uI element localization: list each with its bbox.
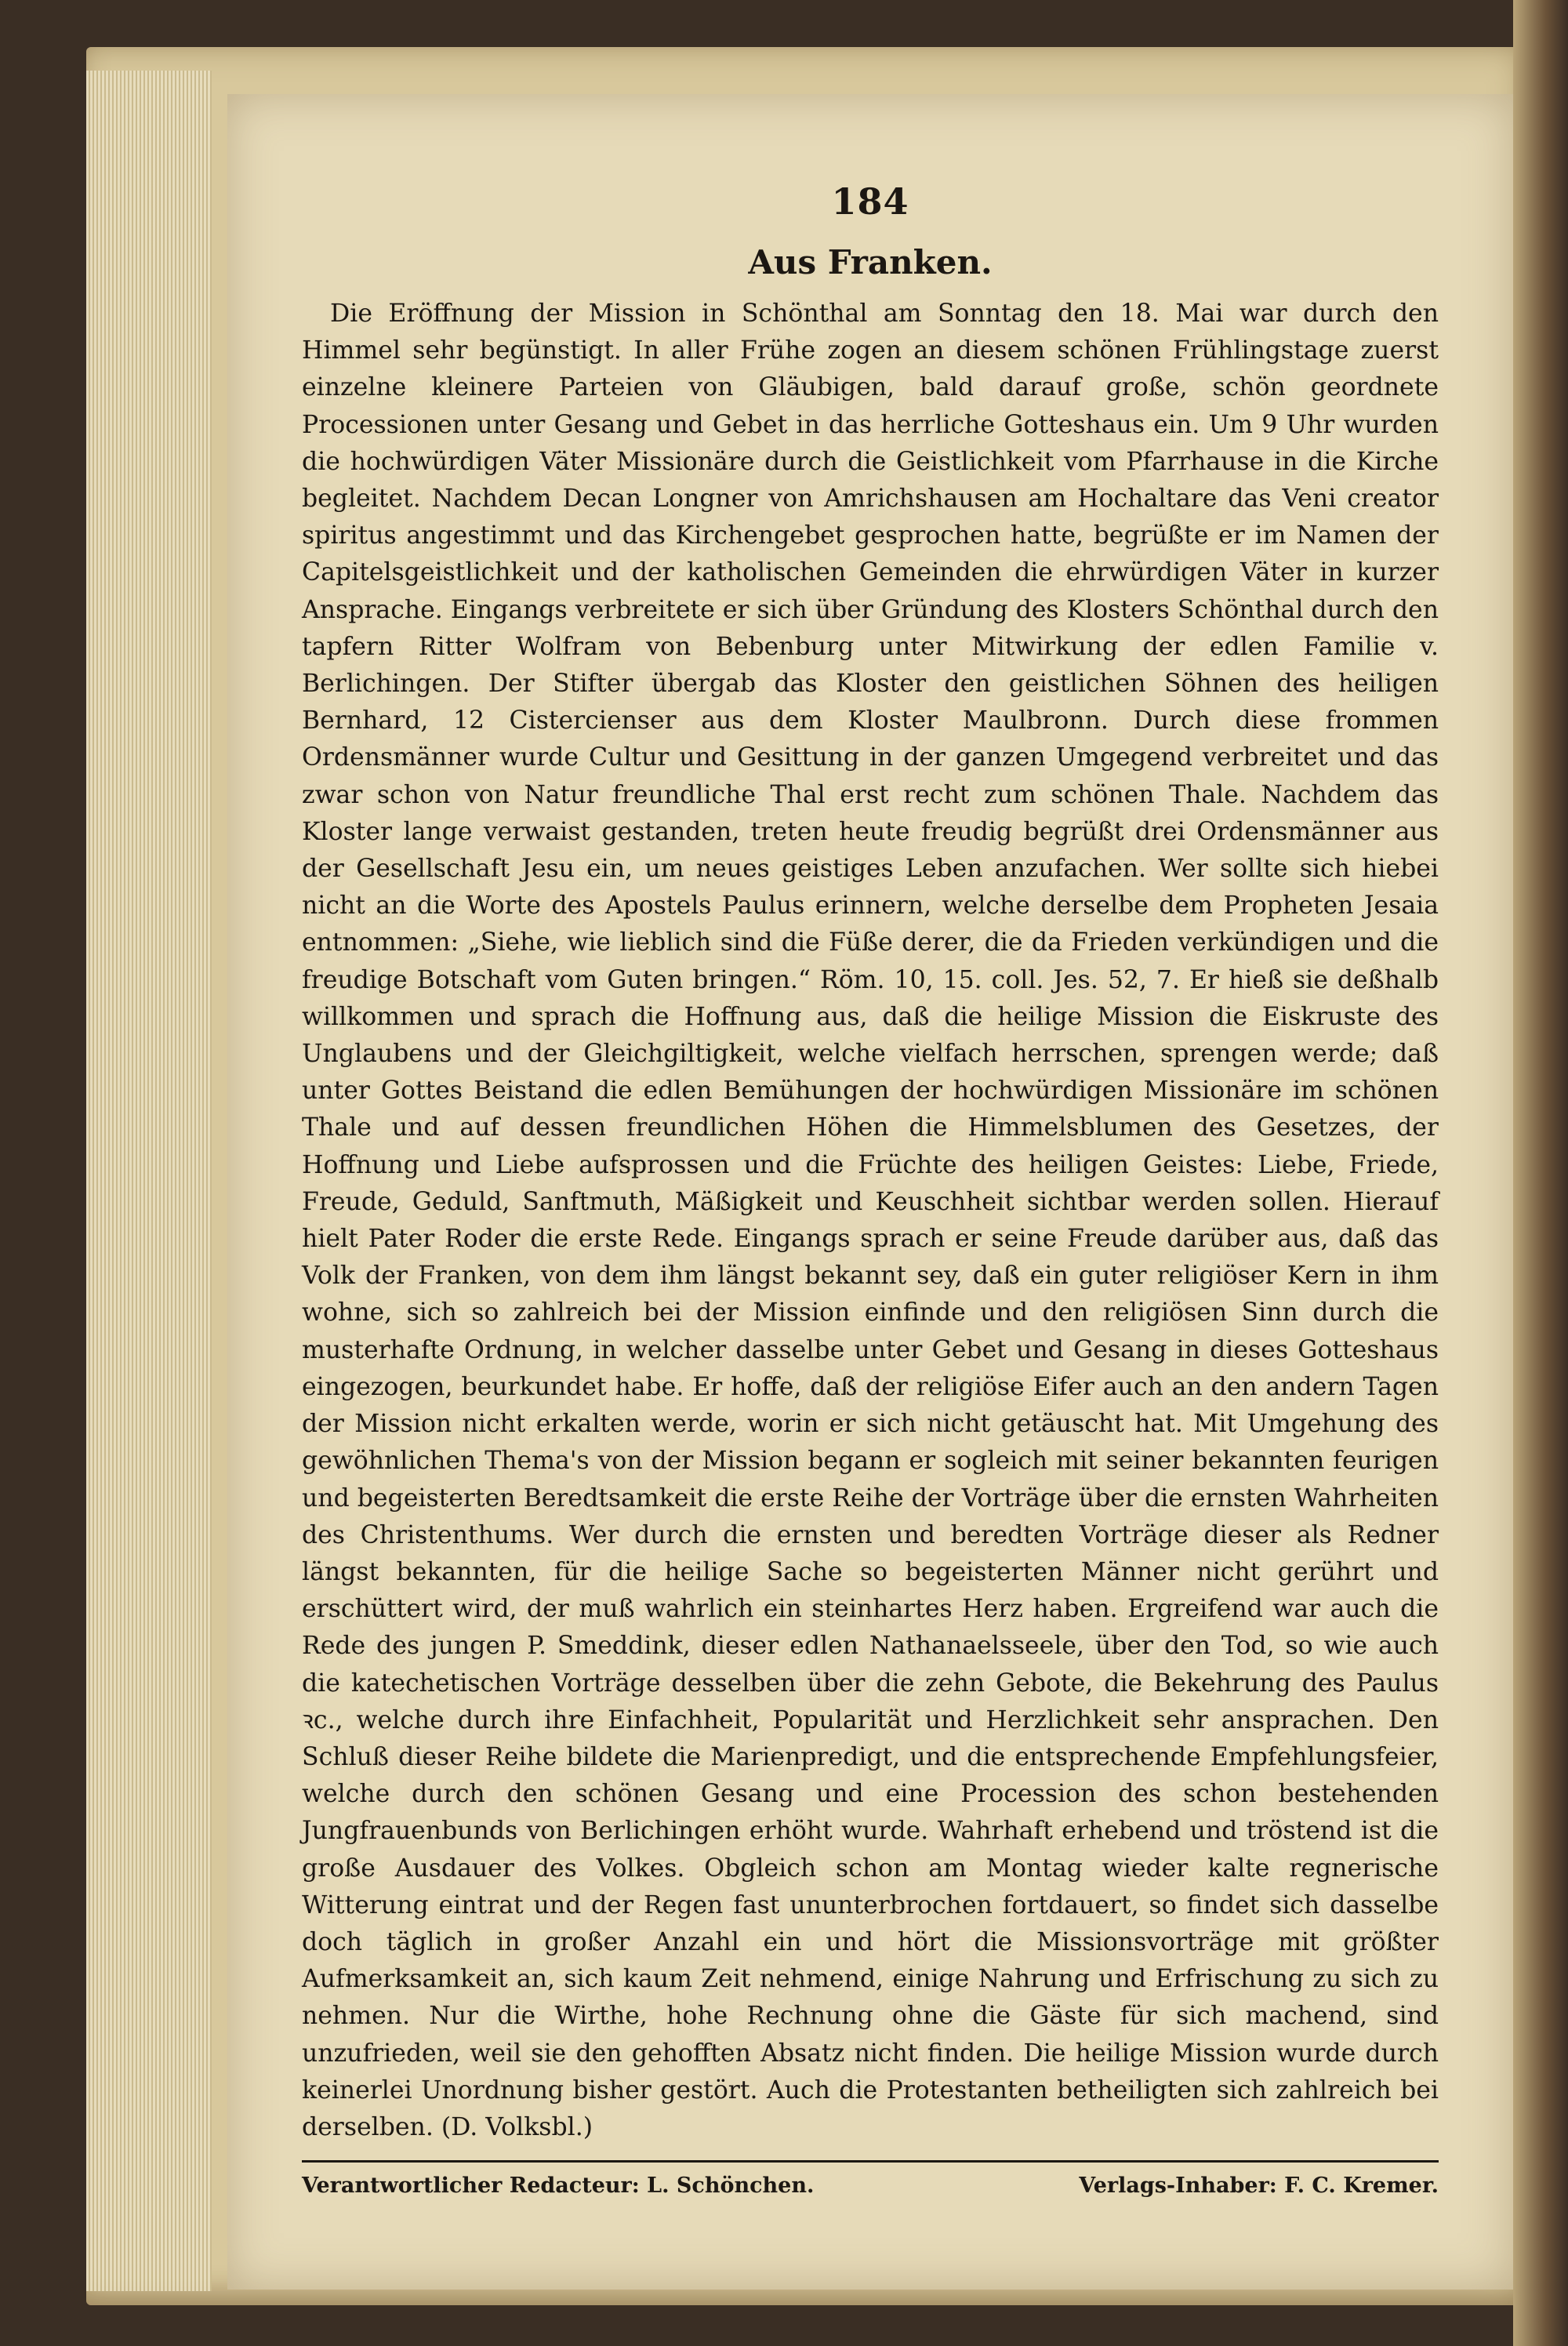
article-body: Die Eröffnung der Mission in Schönthal am Sonntag den 18. Mai war durch den Himmel sehr begünstigt. In aller Frühe zogen an diesem schönen Frühlingstage zuerst einzelne kleinere Parteien von Gläubigen, bald darauf große, schön geordnete Processionen unter Gesang und Gebet in das herrliche Gotteshaus ein. Um 9 Uhr wurden die hochwürdigen Väter Missionäre durch die Geistlichkeit vom Pfarrhause in die Kirche begleitet. Nachdem Decan Longner von Amrichshausen am Hochaltare das Veni creator spiritus angestimmt und das Kirchengebet gesprochen hatte, begrüßte er im Namen der Capitelsgeistlichkeit und der katholischen Gemeinden die ehrwürdigen Väter in kurzer Ansprache. Eingangs verbreitete er sich über Gründung des Klosters Schönthal durch den tapfern Ritter Wolfram von Bebenburg unter Mitwirkung der edlen Familie v. Berlichingen. Der Stifter übergab das Kloster den geistlichen Söhnen des heiligen Bernhard, 12 Cistercienser aus dem Kloster Maulbronn. Durch diese frommen Ordensmänner wurde Cultur und Gesittung in der ganzen Umgegend verbreitet und das zwar schon von Natur freundliche Thal erst recht zum schönen Thale. Nachdem das Kloster lange verwaist gestanden, treten heute freudig begrüßt drei Ordensmänner aus der Gesellschaft Jesu ein, um neues geistiges Leben anzufachen. Wer sollte sich hiebei nicht an die Worte des Apostels Paulus erinnern, welche derselbe dem Propheten Jesaia entnommen: „Siehe, wie lieblich sind die Füße derer, die da Frieden verkündigen und die freudige Botschaft vom Guten bringen.“ Röm. 10, 15. coll. Jes. 52, 7. Er hieß sie deßhalb willkommen und sprach die Hoffnung aus, daß die heilige Mission die Eiskruste des Unglaubens und der Gleichgiltigkeit, welche vielfach herrschen, sprengen werde; daß unter Gottes Beistand die edlen Bemühungen der hochwürdigen Missionäre im schönen Thale und auf dessen freundlichen Höhen die Himmelsblumen des Gesetzes, der Hoffnung und Liebe aufsprossen und die Früchte des heiligen Geistes: Liebe, Friede, Freude, Geduld, Sanftmuth, Mäßigkeit und Keuschheit sichtbar werden sollen. Hierauf hielt Pater Roder die erste Rede. Eingangs sprach er seine Freude darüber aus, daß das Volk der Franken, von dem ihm längst bekannt sey, daß ein guter religiöser Kern in ihm wohne, sich so zahlreich bei der Mission einfinde und den religiösen Sinn durch die musterhafte Ordnung, in welcher dasselbe unter Gebet und Gesang in dieses Gotteshaus eingezogen, beurkundet habe. Er hoffe, daß der religiöse Eifer auch an den andern Tagen der Mission nicht erkalten werde, worin er sich nicht getäuscht hat. Mit Umgehung des gewöhnlichen Thema's von der Mission begann er sogleich mit seiner bekannten feurigen und begeisterten Beredtsamkeit die erste Reihe der Vorträge über die ernsten Wahrheiten des Christenthums. Wer durch die ernsten und beredten Vorträge dieser als Redner längst bekannten, für die heilige Sache so begeisterten Männer nicht gerührt und erschüttert wird, der muß wahrlich ein steinhartes Herz haben. Ergreifend war auch die Rede des jungen P. Smeddink, dieser edlen Nathanaelsseele, über den Tod, so wie auch die katechetischen Vorträge desselben über die zehn Gebote, die Bekehrung des Paulus ꝛc., welche durch ihre Einfachheit, Popularität und Herzlichkeit sehr ansprachen. Den Schluß dieser Reihe bildete die Marienpredigt, und die entsprechende Empfehlungsfeier, welche durch den schönen Gesang und eine Procession des schon bestehenden Jungfrauenbunds von Berlichingen erhöht wurde. Wahrhaft erhebend und tröstend ist die große Ausdauer des Volkes. Obgleich schon am Montag wieder kalte regnerische Witterung eintrat und der Regen fast ununterbrochen fortdauert, so findet sich dasselbe doch täglich in großer Anzahl ein und hört die Missionsvorträge mit größter Aufmerksamkeit an, sich kaum Zeit nehmend, einige Nahrung und Erfrischung zu sich zu nehmen. Nur die Wirthe, hohe Rechnung ohne die Gäste für sich machend, sind unzufrieden, weil sie den gehofften Absatz nicht finden. Die heilige Mission wurde durch keinerlei Unordnung bisher gestört. Auch die Protestanten betheiligten sich zahlreich bei derselben. (D. Volksbl.) bbox=[302, 300, 1439, 2141]
imprint-footer bbox=[302, 2174, 1439, 2198]
book-page bbox=[227, 94, 1513, 2290]
page-number: 184 bbox=[831, 180, 909, 223]
page-content bbox=[302, 180, 1439, 2198]
responsible-editor: Verantwortlicher Redacteur: L. Schönchen. bbox=[302, 2174, 815, 2199]
publisher: Verlags-Inhaber: F. C. Kremer. bbox=[1079, 2174, 1439, 2199]
footer-rule bbox=[302, 2160, 1439, 2163]
page-edges bbox=[86, 71, 212, 2291]
book-gutter bbox=[1513, 0, 1568, 2346]
article-title: Aus Franken. bbox=[748, 243, 993, 281]
